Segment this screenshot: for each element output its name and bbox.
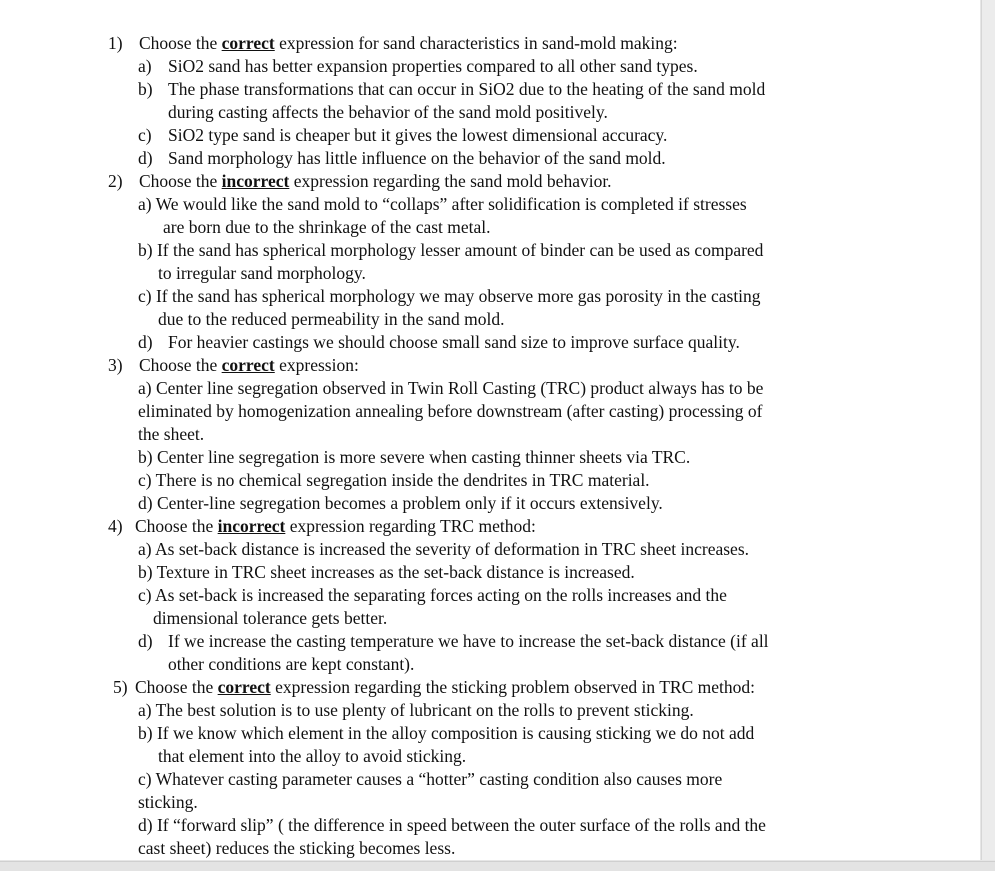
q3-option-b: b) Center line segregation is more severe when casting thinner sheets via TRC. <box>138 447 691 467</box>
q2-option-d: d) For heavier castings we should choose small sand size to improve surface quality. <box>138 332 740 352</box>
question-5-stem: 5) Choose the correct expression regarding the sticking problem observed in TRC method: <box>113 677 755 697</box>
q5-option-b-cont: that element into the alloy to avoid sticking. <box>158 746 467 766</box>
q3-option-a-cont: eliminated by homogenization annealing before downstream (after casting) processing of <box>138 401 763 421</box>
q2-option-a-cont: are born due to the shrinkage of the cast metal. <box>163 217 491 237</box>
q4-option-c: c) As set-back is increased the separating forces acting on the rolls increases and the <box>138 585 727 605</box>
question-2-stem: 2) Choose the incorrect expression regarding the sand mold behavior. <box>108 171 612 191</box>
q2-option-c: c) If the sand has spherical morphology we may observe more gas porosity in the casting <box>138 286 761 306</box>
q1-option-b-cont: during casting affects the behavior of the sand mold positively. <box>168 102 608 122</box>
q5-option-c-cont: sticking. <box>138 792 198 812</box>
q4-option-d-cont: other conditions are kept constant). <box>168 654 415 674</box>
keyword-incorrect: incorrect <box>217 516 286 536</box>
keyword-correct: correct <box>221 33 275 53</box>
q4-option-b: b) Texture in TRC sheet increases as the set-back distance is increased. <box>138 562 635 582</box>
q2-option-c-cont: due to the reduced permeability in the sand mold. <box>158 309 505 329</box>
q1-option-b: b) The phase transformations that can occur in SiO2 due to the heating of the sand mold <box>138 79 766 99</box>
q5-option-c: c) Whatever casting parameter causes a “hotter” casting condition also causes more <box>138 769 723 789</box>
keyword-correct: correct <box>217 677 271 697</box>
q3-option-a: a) Center line segregation observed in Twin Roll Casting (TRC) product always has to be <box>138 378 764 398</box>
q3-option-d: d) Center-line segregation becomes a problem only if it occurs extensively. <box>138 493 663 513</box>
q2-option-a: a) We would like the sand mold to “collaps” after solidification is completed if stresses <box>138 194 747 214</box>
question-4-stem: 4) Choose the incorrect expression regarding TRC method: <box>108 516 536 536</box>
q4-option-a: a) As set-back distance is increased the severity of deformation in TRC sheet increases. <box>138 539 750 559</box>
q3-option-a-cont: the sheet. <box>138 424 205 444</box>
question-1-stem: 1) Choose the correct expression for sand characteristics in sand-mold making: <box>108 33 678 53</box>
q5-option-d: d) If “forward slip” ( the difference in speed between the outer surface of the rolls and the <box>138 815 766 835</box>
q2-option-b: b) If the sand has spherical morphology lesser amount of binder can be used as compared <box>138 240 764 260</box>
keyword-incorrect: incorrect <box>221 171 290 191</box>
q5-option-a: a) The best solution is to use plenty of lubricant on the rolls to prevent sticking. <box>138 700 694 720</box>
question-3-stem: 3) Choose the correct expression: <box>108 355 359 375</box>
q3-option-c: c) There is no chemical segregation inside the dendrites in TRC material. <box>138 470 650 490</box>
q2-option-b-cont: to irregular sand morphology. <box>158 263 366 283</box>
q1-option-d: d) Sand morphology has little influence on the behavior of the sand mold. <box>138 148 666 168</box>
vertical-scrollbar[interactable] <box>981 0 995 860</box>
q4-option-c-cont: dimensional tolerance gets better. <box>153 608 388 628</box>
q5-option-d-cont: cast sheet) reduces the sticking becomes less. <box>138 838 456 858</box>
q4-option-d: d) If we increase the casting temperature we have to increase the set-back distance (if all <box>138 631 769 651</box>
q1-option-a: a) SiO2 sand has better expansion properties compared to all other sand types. <box>138 56 698 76</box>
q1-option-c: c) SiO2 type sand is cheaper but it gives the lowest dimensional accuracy. <box>138 125 668 145</box>
q5-option-b: b) If we know which element in the alloy composition is causing sticking we do not add <box>138 723 755 743</box>
keyword-correct: correct <box>221 355 275 375</box>
